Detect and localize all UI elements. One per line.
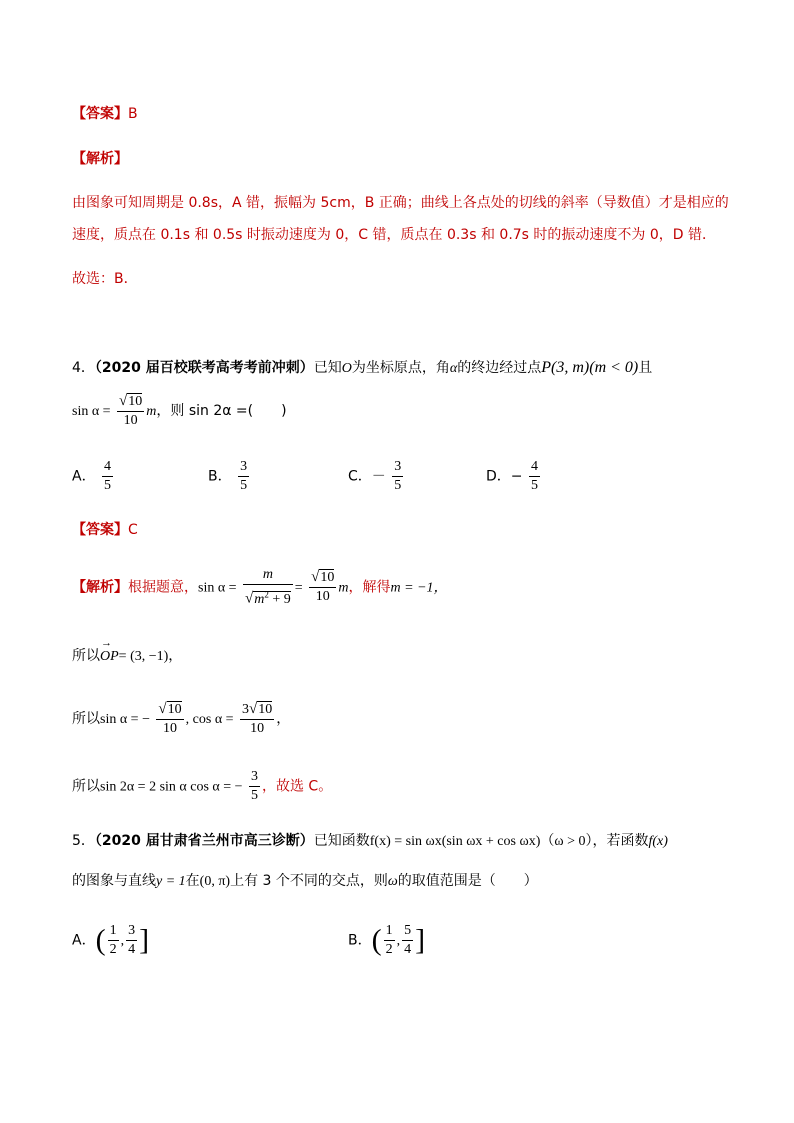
q4-fraction: $\frac{√10}{10}$ [119,393,143,428]
q4-eq1-m: m [338,580,349,596]
q4-line4-num: 3 [250,769,258,784]
option-n1: 1 [109,923,117,938]
q4-analysis-line-3 [72,700,290,738]
q4-condition [72,392,287,430]
q4-analysis-label: 【解析】 [72,579,128,596]
q4-stem [72,357,652,377]
q4-point: P(3, m)(m < 0) [541,359,639,376]
q5-interval: (0, π) [199,874,231,889]
q4-so: 所以 [72,648,100,664]
q4-option-c[interactable] [348,458,405,495]
q4-answer [72,519,138,539]
q5-option-a[interactable]: A．( $\frac{1}{2}$ , $\frac{3}{4}$ ] [72,923,150,957]
q4-option-d[interactable] [486,458,542,495]
q4-eq1-den-m: m [254,591,265,607]
q4-line4-frac [249,768,260,805]
answer-label: 【答案】 [72,106,128,122]
answer-line [72,103,138,123]
q4-alpha: α [449,361,458,376]
option-letter: A． [72,932,96,949]
q4-eq1-frac: $\frac{m}{√m^2 + 9}$ [245,567,291,607]
q4-number: 4． [72,360,95,376]
q4-so-2: 所以 [72,711,100,727]
option-n2: 5 [404,923,412,938]
q4-line3-comma: ， [276,711,291,727]
q4-analysis-line-1 [72,566,448,609]
q4-m: m [146,404,157,419]
option-letter: A． [72,468,96,485]
q4-option-b[interactable] [208,458,251,495]
q4-eq1-sqrt10: 10 [320,570,335,586]
q5-number: 5． [72,833,95,849]
q4-so-3: 所以 [72,778,100,795]
q5-y1: y = 1 [156,874,186,889]
q5-func: f(x) = sin ωx(sin ωx + cos ωx) [369,834,541,849]
option-den: 5 [394,478,402,493]
q4-eq1-num: m [262,567,273,582]
q5-omega: ω [387,874,398,889]
q4-analysis-text: 根据题意， [128,579,198,596]
q4-op-vector: → OP [100,649,119,665]
option-letter: D． [486,468,511,485]
option-sign: － [371,468,386,485]
q4-sqrt10: 10 [128,394,143,409]
q4-option-a[interactable] [72,458,115,495]
q4-stem-c: 的终边经过点 [457,360,542,376]
option-num: 3 [394,459,402,474]
q4-line4-den: 5 [250,788,258,803]
q4-analysis-line-4 [72,768,332,805]
q4-eq1-frac2: $\frac{√10}{10}$ [311,569,335,605]
q4-stem-d: 且 [638,360,653,376]
q5-options [72,922,722,970]
analysis-line-2: 速度，质点在 0.1s 和 0.5s 时振动速度为 0，C 错，质点在 0.3s 和 0.7s 时的振动速度不为 0，D 错． [72,227,717,243]
q4-eq1-result: m = −1， [390,580,448,596]
q5-fx: f(x) [648,834,668,849]
q4-eq1-den10: 10 [309,587,336,606]
analysis-label: 【解析】 [72,151,128,167]
option-n1: 1 [385,923,393,938]
q4-stem-a: 已知 [313,360,342,376]
q5-source: （2020 届甘肃省兰州市高三诊断） [94,833,314,849]
analysis-conclusion: 故选：B． [72,271,138,287]
q5-stem-line-2 [72,870,538,890]
q5-stem [72,830,668,850]
option-d2: 4 [128,942,136,957]
q5-cond: （ω > 0），若函数 [540,834,649,849]
answer-value: B [128,106,138,122]
q4-options [72,458,722,502]
option-n2: 3 [128,923,136,938]
option-letter: B． [208,468,232,485]
q4-sin-lhs: sin α = [72,404,111,419]
q4-analysis-line-2 [72,645,182,665]
q5-line2-d: 的取值范围是（ ） [397,873,538,889]
q4-line3-den: 10 [156,719,183,738]
q4-line3-sqrt2: 10 [258,702,273,717]
q4-line3-sqrt: 10 [167,702,182,717]
q4-den10: 10 [117,411,144,430]
q4-line3-frac2: $\frac{3√10}{10}$ [242,701,273,736]
q4-answer-label: 【答案】 [72,522,128,538]
option-d1: 2 [109,942,117,957]
option-d1: 2 [385,942,393,957]
q4-stem-b: 为坐标原点，角 [351,360,450,376]
option-letter: C． [348,468,372,485]
analysis-line-1: 由图象可知周期是 0.8s，A 错，振幅为 5cm，B 正确；曲线上各点处的切线的斜率（导数值）才是相应的 [72,195,729,211]
q4-eq1-eq: = [294,580,303,596]
option-den: 5 [530,478,538,493]
q4-eq1-den-rest: + 9 [272,591,291,607]
q4-line4-expr: sin 2α = 2 sin α cos α = − [100,779,243,795]
option-num: 4 [530,459,538,474]
option-d2: 4 [404,942,412,957]
q4-op-value: = (3, −1)， [118,649,183,664]
option-num: 4 [104,459,112,474]
option-num: 3 [240,459,248,474]
q4-eq1-solve: ，解得 [348,579,391,596]
q5-line2-a: 的图象与直线 [72,873,156,889]
q4-line3-den2: 10 [240,719,274,738]
q4-line3-frac1: $\frac{√10}{10}$ [158,701,182,736]
option-den: 5 [240,478,248,493]
q4-line4-end: ，故选 C。 [261,778,333,795]
q4-answer-value: C [128,522,138,538]
q5-line2-b: 在 [185,873,200,889]
option-den: 5 [104,478,112,493]
q4-line3-cos: , cos α = [185,712,234,727]
q5-stem-a: 已知函数 [313,833,370,849]
q5-option-b[interactable]: B．( $\frac{1}{2}$ , $\frac{5}{4}$ ] [348,923,426,957]
q4-line3-sin: sin α = − [100,712,150,727]
option-sign: − [510,468,523,485]
q4-eq1-lhs: sin α = [198,580,237,596]
q4-origin: O [341,361,352,376]
q4-line3-three: 3 [242,702,250,717]
q5-line2-c: 上有 3 个不同的交点，则 [230,873,388,889]
q4-ask: ，则 sin 2α =( ) [156,403,287,419]
option-letter: B． [348,932,372,949]
q4-source: （2020 届百校联考高考考前冲刺） [94,360,314,376]
